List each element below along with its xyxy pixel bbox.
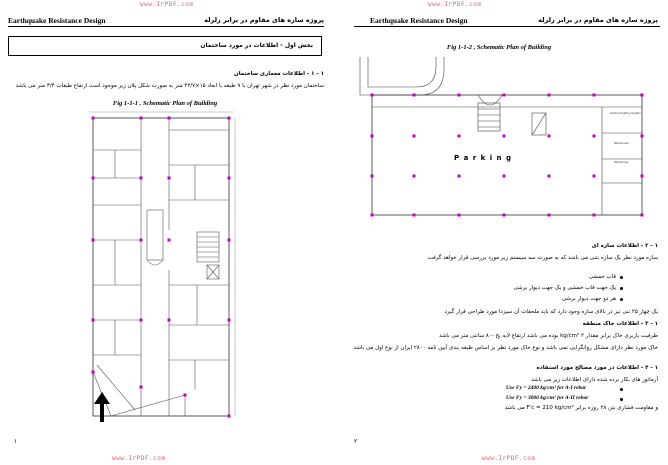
header-persian: پروژه سازه های مقاوم در برابر زلزله [538,16,658,24]
bullet-dot [620,398,623,401]
watermark-bottom: www.IrPDF.com [112,455,166,462]
section-1-2-text: سازه مورد نظر یک سازه بتنی می باشد که به صورت سه سیستم زیر مورد بررسی قرار خواهد گرفت [427,255,658,261]
right-page [334,0,668,465]
schematic-plan-figure-2 [352,55,662,225]
bullet-dot [620,287,623,290]
header-english: Earthquake Resistance Design [8,16,106,25]
rebar-aii-equation: Use Fy = 3000 kg/cm² for A-II rebar [506,395,589,401]
watermark-top: www.IrPDF.com [140,1,194,8]
warehouse-label-1: Warehouse [614,142,629,145]
section-1-3-title: ۱ - ۳ - اطلاعات خاک منطقه [582,321,658,327]
paragraph-elevator: یک چهار ۲۵ تنی نیز در بالای سازه وجود دارد که باید ملحقات آن سیزدا مورد طراحی قرار گیرد [444,309,658,315]
section-title-box [8,36,322,56]
paragraph-1: ساختمان مورد نظر در شهر تهران با ۹ طبقه با ابعاد ۱۵×۴۲/۷ متر به صورت شکل پلان زیر موجود است ارتفاع طبقات ۳/۴ متر می باشد [15,83,324,89]
bullet-dot [620,276,623,279]
parking-label: P a r k i n g [454,154,512,162]
header-english: Earthquake Resistance Design [370,16,468,25]
section-1-4-title: ۱ - ۴ - اطلاعات در مورد مصالح مورد استفاده [536,365,658,371]
warehouse-label-2: Warehouse [614,161,629,164]
subsection-title: ۱ - ۱ - اطلاعات معماری ساختمان [234,71,324,77]
section-1-3-text-2: خاک مورد نظر دارای مشکل روانگرایی نمی باشد و نوع خاک مورد نظر بر اساس طبقه بندی آیین نامه ۲۸۰۰ ایران از نوع اول می باشد [353,345,658,351]
bullet-item-3: هر دو جهت دیوار برشی [561,296,616,302]
bullet-dot [620,388,623,391]
section-1-2-title: ۱ - ۲ - اطلاعات سازه ای [591,243,658,249]
section-1-3-text-1: ظرفیت باربری خاک برابر مقدار ۲ kg/cm² بوده می باشد ارتفاع لایه یخ -۸۰ سانتی متر می باشد [438,333,658,339]
section-1-4-text: آرماتور های بکار برده شده دارای اطلاعات زیر می باشد [531,377,658,383]
header-rule [354,26,660,27]
section-title: بخش اول - اطلاعات در مورد ساختمان [200,42,313,49]
rebar-ai-equation: Use Fy = 2400 kg/cm² for A-I rebar [506,385,587,391]
watermark-bottom: www.IrPDF.com [482,455,536,462]
page-number: ۲ [354,438,358,445]
schematic-plan-figure-1 [85,110,245,428]
concrete-strength-text: و مقاومت فشاری بتن ۲۸ روزه برابر F'c = 210 kg/cm² می باشد [504,405,658,411]
figure-caption: Fig 1-1-1 , Schematic Plan of Building [112,100,218,107]
bullet-item-2: یک جهت قاب خمشی و یک جهت دیوار برشی [513,285,616,291]
header-rule [8,26,324,27]
central-heating-label: Central Heating System [610,112,641,115]
watermark-top: www.IrPDF.com [428,1,482,8]
header-persian: پروژه سازه های مقاوم در برابر زلزله [204,16,324,24]
figure-caption: Fig 1-1-2 , Schematic Plan of Building [446,44,552,51]
north-arrow-icon [94,392,110,422]
bullet-item-1: قاب خمشی [588,274,616,280]
bullet-dot [620,298,623,301]
page-number: ۱ [14,438,18,445]
